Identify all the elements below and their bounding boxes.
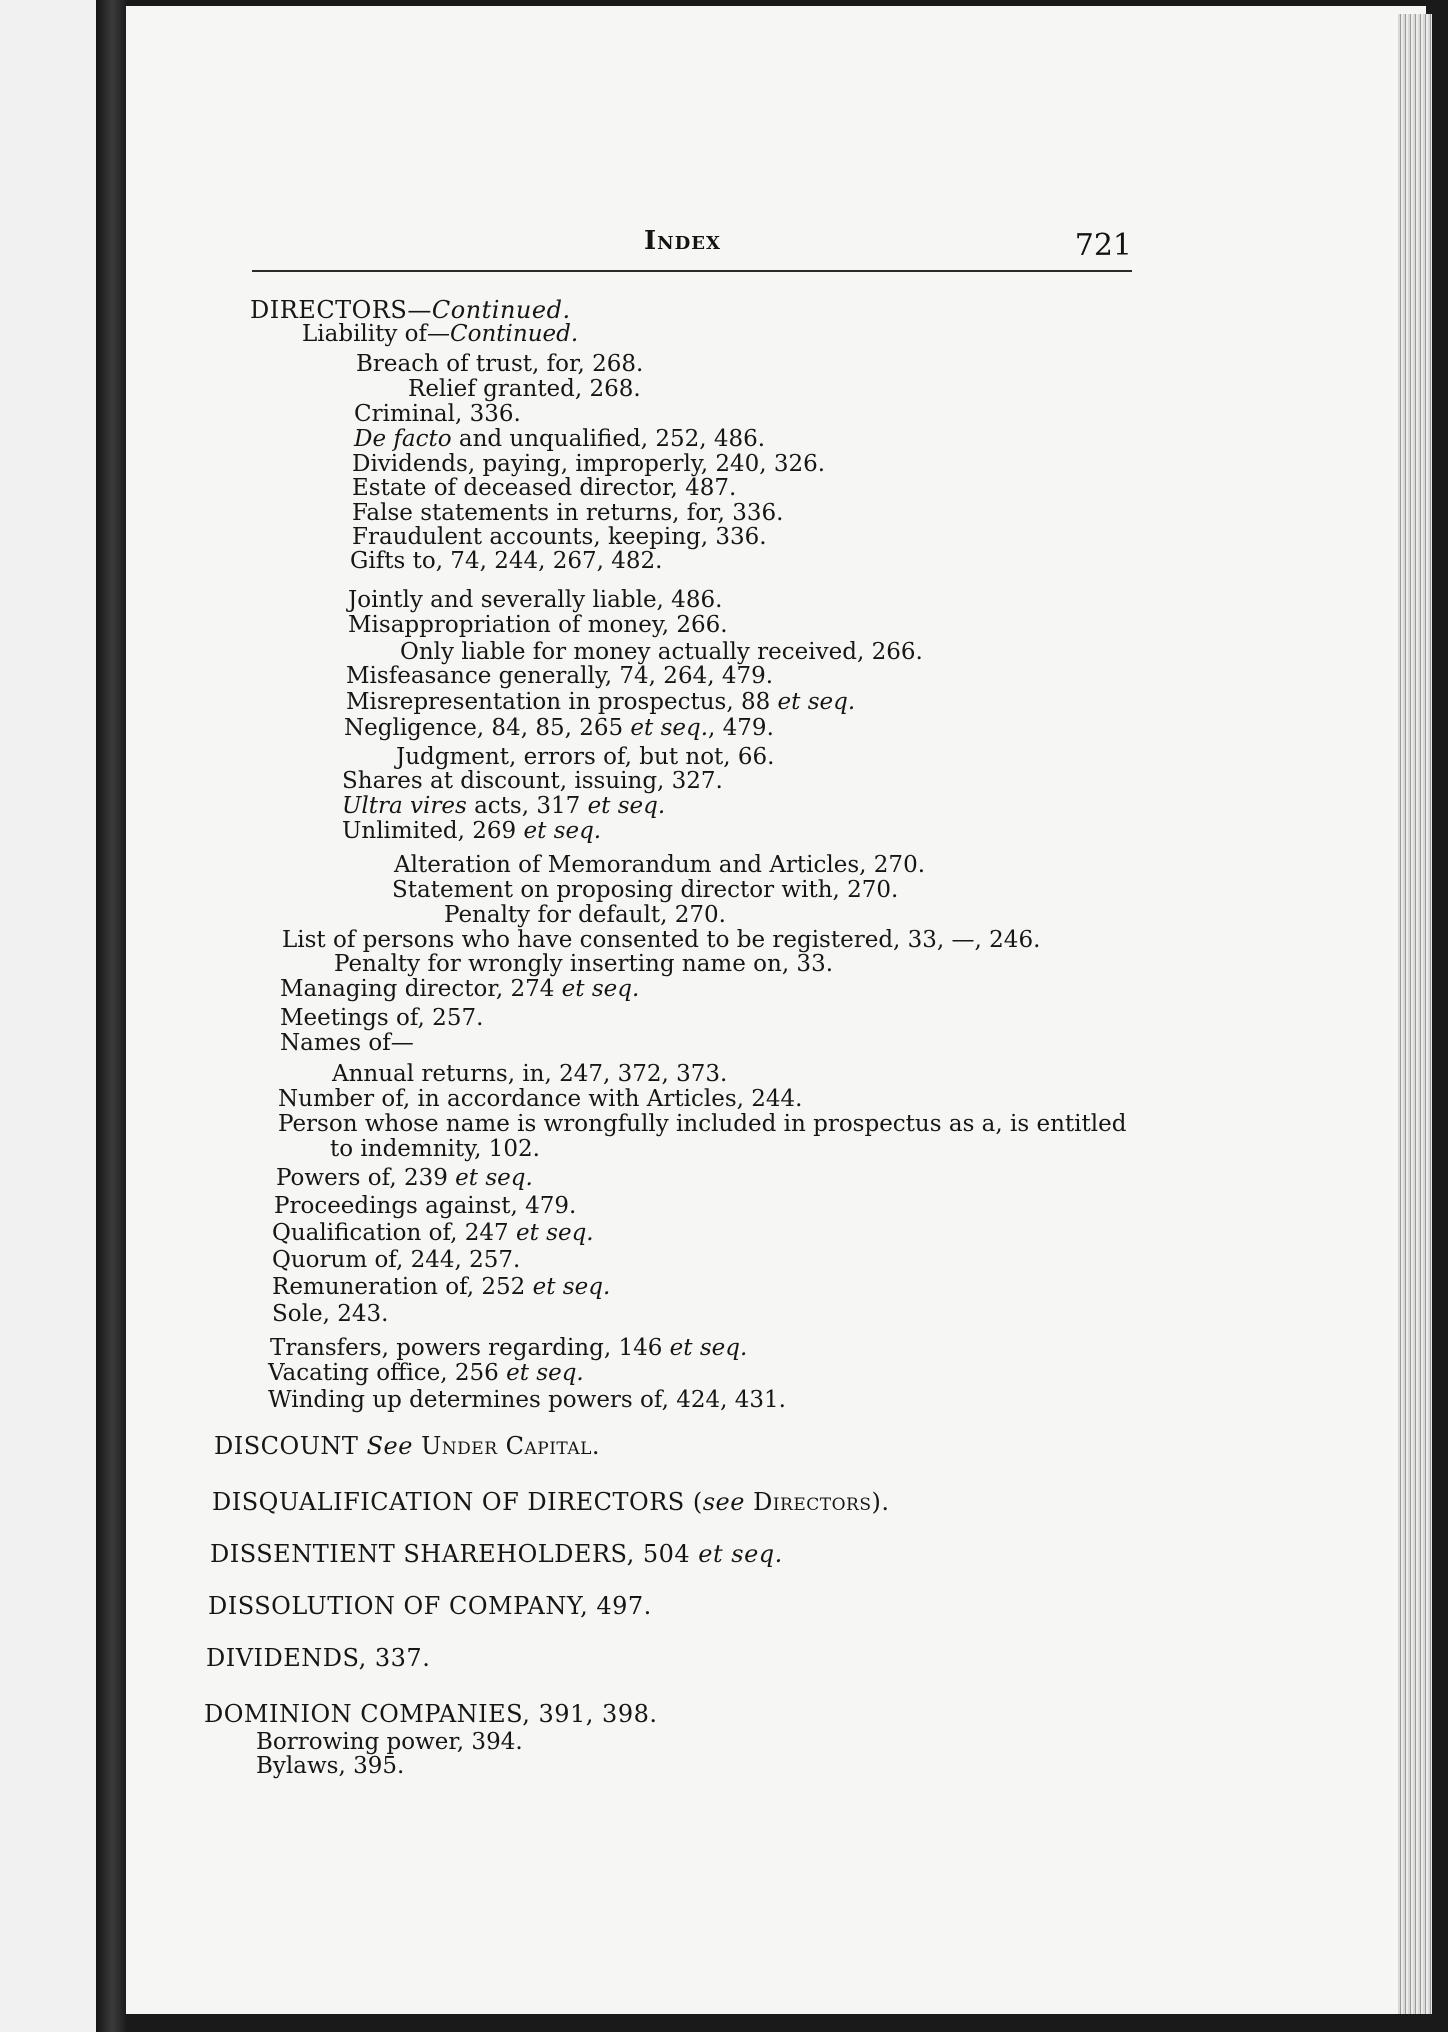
index-subentry: Borrowing power, 394.	[256, 1729, 523, 1755]
index-subentry: Annual returns, in, 247, 372, 373.	[332, 1061, 728, 1087]
index-subentry: Vacating office, 256 et seq.	[268, 1360, 584, 1386]
index-subentry: Misappropriation of money, 266.	[348, 612, 728, 638]
index-subentry: Breach of trust, for, 268.	[356, 351, 644, 377]
index-subentry: Shares at discount, issuing, 327.	[342, 768, 723, 794]
index-subentry: False statements in returns, for, 336.	[352, 500, 784, 526]
index-subentry: Names of—	[280, 1030, 414, 1056]
page-number: 721	[1074, 228, 1132, 263]
index-subentry: Misrepresentation in prospectus, 88 et seq.	[346, 689, 856, 715]
index-subentry: Fraudulent accounts, keeping, 336.	[352, 524, 767, 550]
index-entry-heading: DIRECTORS—Continued.	[250, 296, 571, 324]
index-subentry: to indemnity, 102.	[330, 1136, 540, 1162]
index-subentry: Transfers, powers regarding, 146 et seq.	[270, 1335, 748, 1361]
index-subentry: Qualification of, 247 et seq.	[272, 1220, 594, 1246]
index-subentry: Estate of deceased director, 487.	[352, 475, 737, 501]
index-entry-heading: DISQUALIFICATION OF DIRECTORS (see Directors).	[212, 1488, 890, 1516]
index-subentry: Liability of—Continued.	[302, 321, 579, 347]
index-subentry: De facto and unqualified, 252, 486.	[354, 426, 766, 452]
index-subentry: Managing director, 274 et seq.	[280, 976, 640, 1002]
index-entry-heading: DOMINION COMPANIES, 391, 398.	[204, 1700, 658, 1728]
index-subentry: Proceedings against, 479.	[274, 1193, 577, 1219]
index-subentry: Meetings of, 257.	[280, 1005, 484, 1031]
index-subentry: Criminal, 336.	[354, 401, 521, 427]
index-subentry: Jointly and severally liable, 486.	[348, 587, 723, 613]
running-title: Index	[644, 226, 721, 256]
index-subentry: Powers of, 239 et seq.	[276, 1165, 533, 1191]
index-entry-heading: DISSENTIENT SHAREHOLDERS, 504 et seq.	[210, 1540, 783, 1568]
index-subentry: Remuneration of, 252 et seq.	[272, 1274, 611, 1300]
index-subentry: Winding up determines powers of, 424, 431.	[268, 1387, 786, 1413]
index-subentry: Relief granted, 268.	[408, 376, 641, 402]
index-subentry: Sole, 243.	[272, 1301, 389, 1327]
index-entry-heading: DIVIDENDS, 337.	[206, 1644, 431, 1672]
index-subentry: Ultra vires acts, 317 et seq.	[342, 793, 666, 819]
index-subentry: Dividends, paying, improperly, 240, 326.	[352, 451, 826, 477]
index-subentry: List of persons who have consented to be registered, 33, —, 246.	[282, 927, 1041, 953]
index-subentry: Quorum of, 244, 257.	[272, 1247, 521, 1273]
index-subentry: Number of, in accordance with Articles, 244.	[278, 1086, 803, 1112]
index-subentry: Gifts to, 74, 244, 267, 482.	[350, 548, 663, 574]
index-subentry: Unlimited, 269 et seq.	[342, 818, 602, 844]
index-subentry: Negligence, 84, 85, 265 et seq., 479.	[344, 715, 774, 741]
index-subentry: Judgment, errors of, but not, 66.	[396, 744, 775, 770]
index-subentry: Bylaws, 395.	[256, 1753, 405, 1779]
index-subentry: Only liable for money actually received, 266.	[400, 639, 923, 665]
index-subentry: Penalty for wrongly inserting name on, 33.	[334, 951, 834, 977]
index-entry-heading: DISCOUNT See Under Capital.	[214, 1432, 601, 1460]
index-entry-heading: DISSOLUTION OF COMPANY, 497.	[208, 1592, 652, 1620]
index-subentry: Statement on proposing director with, 270.	[392, 877, 899, 903]
index-subentry: Alteration of Memorandum and Articles, 270.	[394, 852, 926, 878]
index-subentry: Misfeasance generally, 74, 264, 479.	[346, 663, 774, 689]
index-subentry: Penalty for default, 270.	[444, 902, 726, 928]
index-subentry: Person whose name is wrongfully included in prospectus as a, is entitled	[278, 1111, 1127, 1137]
